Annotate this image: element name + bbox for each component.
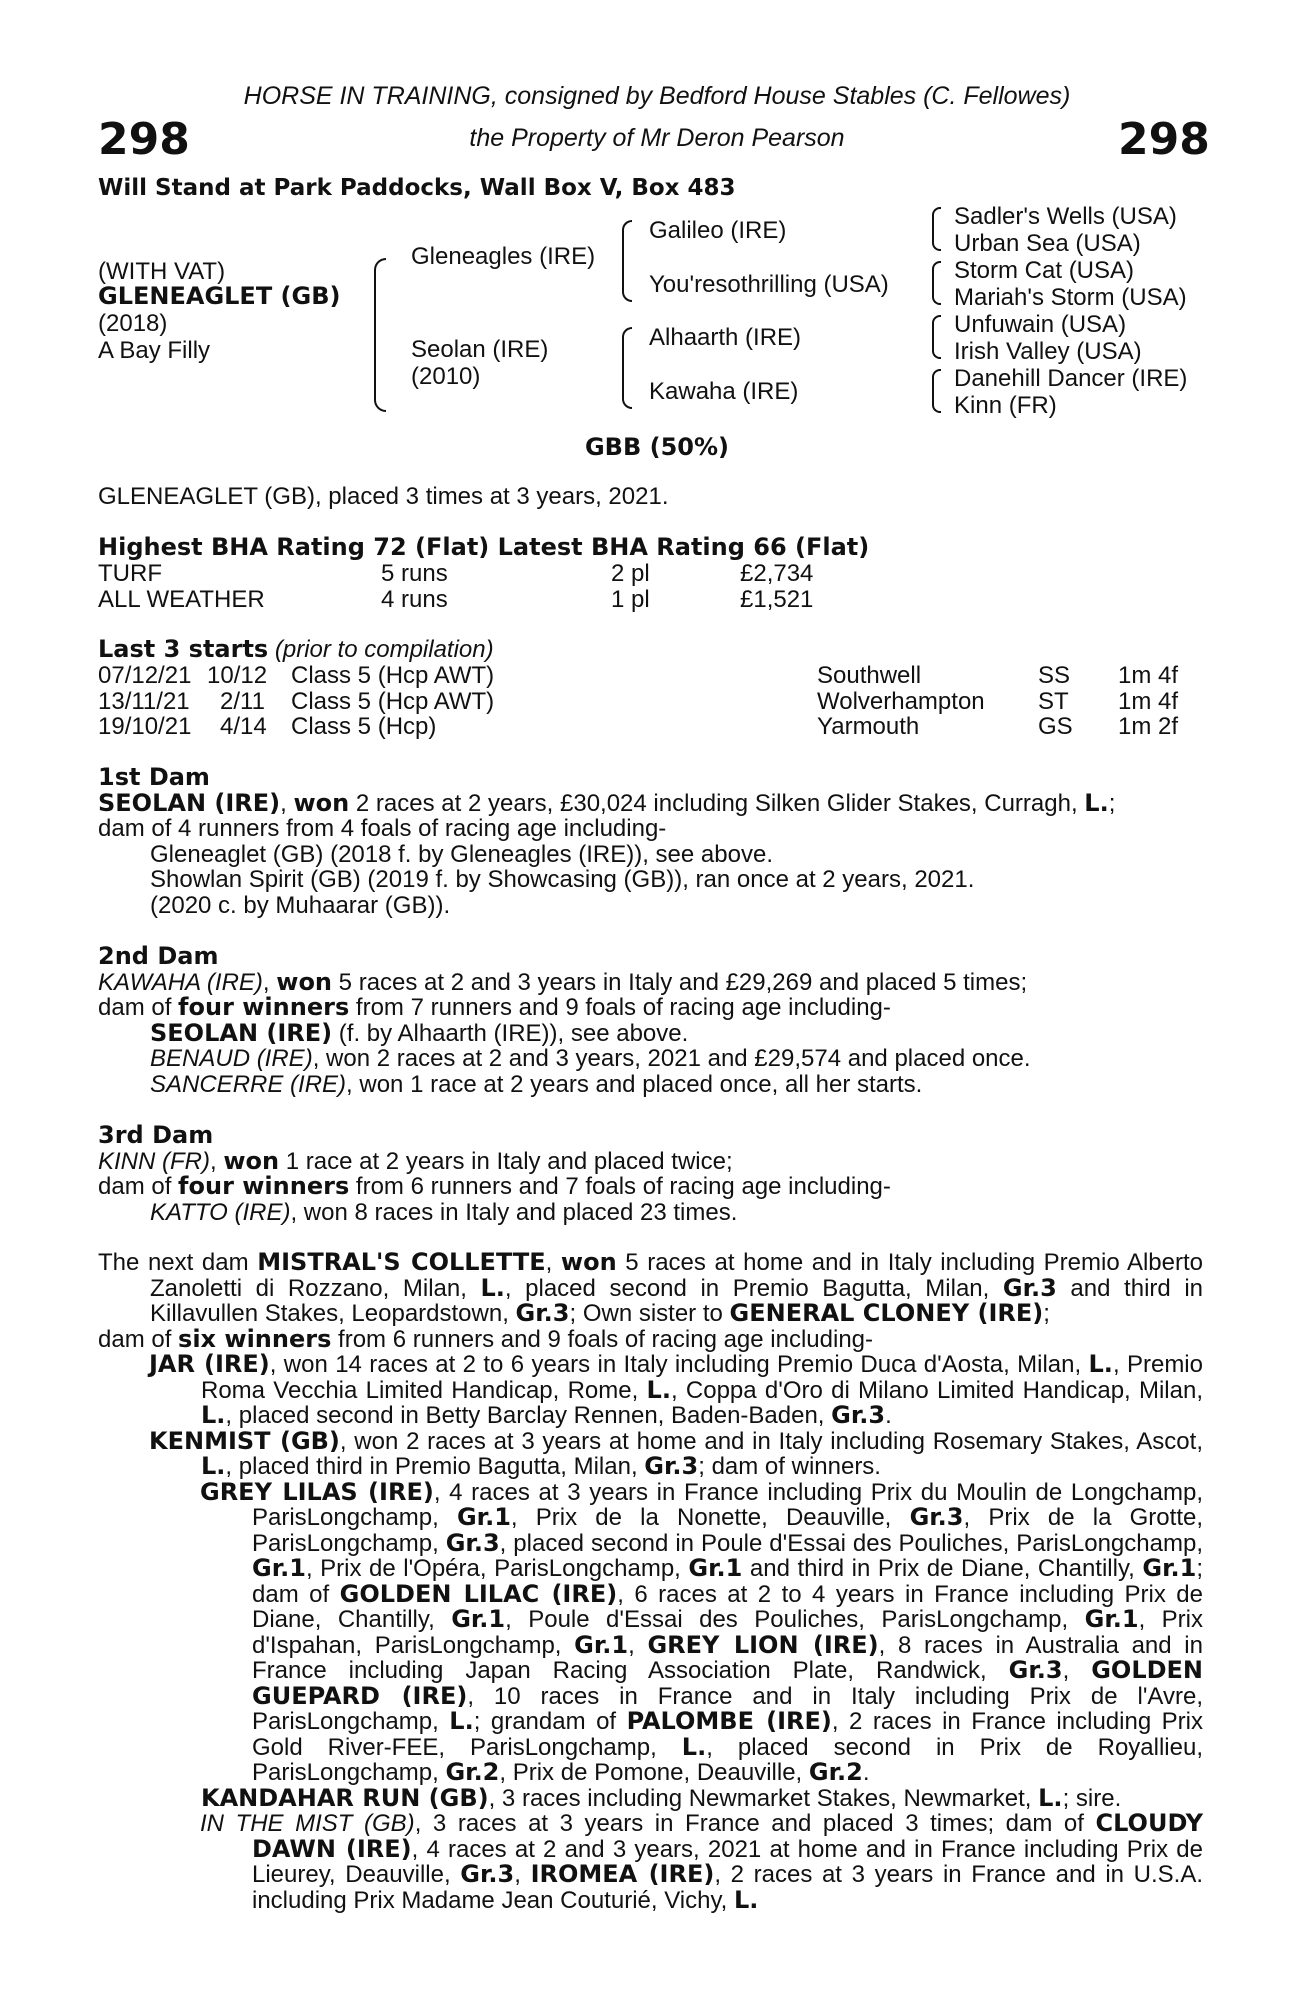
third-dam-record: KINN (FR), won 1 race at 2 years in Italy and placed twice;: [98, 1146, 733, 1175]
emphasis-text: Gr.1: [688, 1554, 743, 1582]
first-dam-produce: dam of 4 runners from 4 foals of racing age including-: [98, 815, 667, 842]
third-dam-text: 1 race at 2 years in Italy and placed twice;: [279, 1147, 733, 1175]
start-going: GS: [1038, 713, 1073, 740]
start-date: 07/12/21: [98, 662, 192, 689]
emphasis-text: L.: [201, 1401, 226, 1429]
third-dam-name: KINN (FR): [98, 1147, 210, 1175]
second-dam-produce: [98, 995, 1203, 1021]
start-course: Southwell: [817, 662, 922, 689]
start-position: 4/14: [220, 713, 267, 740]
stand-location: Will Stand at Park Paddocks, Wall Box V, Box 483: [98, 175, 736, 201]
progeny-item: (2020 c. by Muhaarar (GB)).: [150, 891, 451, 919]
start-going: SS: [1038, 662, 1071, 689]
runs: 5 runs: [381, 560, 448, 587]
emphasis-text: Gr.1: [451, 1605, 506, 1633]
dam-dam: Kawaha (IRE): [649, 378, 799, 405]
ped-dsd: Irish Valley (USA): [954, 338, 1142, 365]
next-dam-produce: dam of six winners from 6 runners and 9 foals of racing age including-: [98, 1324, 874, 1353]
emphasis-text: six winners: [178, 1324, 332, 1353]
emphasis-text: Gr.1: [1142, 1554, 1197, 1582]
dam-sire: Alhaarth (IRE): [649, 324, 802, 351]
start-distance: 1m 4f: [1118, 662, 1179, 689]
progeny-item: [98, 1018, 1203, 1047]
ped-sss: Sadler's Wells (USA): [954, 203, 1177, 230]
starts-table: [98, 663, 1203, 740]
progeny-text: , won 1 race at 2 years and placed once, all her starts.: [346, 1070, 923, 1098]
surface: ALL WEATHER: [98, 585, 265, 613]
first-dam-title: 1st Dam: [98, 763, 210, 791]
first-dam-text: 2 races at 2 years, £30,024 including Silken Glider Stakes, Curragh,: [349, 789, 1085, 817]
produce-text: from 6 runners and 7 foals of racing age including-: [349, 1173, 891, 1200]
start-class: Class 5 (Hcp): [291, 713, 437, 740]
listed-label: L.: [1084, 788, 1109, 817]
emphasis-text: IN THE MIST (GB): [200, 1810, 415, 1837]
start-row: [98, 689, 1203, 715]
emphasis-text: L.: [480, 1273, 505, 1302]
runs: 4 runs: [381, 585, 448, 613]
sire-dam: You'resothrilling (USA): [649, 271, 889, 298]
race-summary: GLENEAGLET (GB), placed 3 times at 3 years, 2021.: [98, 483, 669, 510]
first-dam-name: SEOLAN (IRE): [98, 788, 281, 817]
emphasis-text: L.: [1088, 1350, 1113, 1378]
bha-ratings: Highest BHA Rating 72 (Flat) Latest BHA Rating 66 (Flat): [98, 533, 870, 561]
start-course: Wolverhampton: [817, 687, 985, 715]
start-date: 13/11/21: [98, 687, 190, 715]
next-dam-section: [98, 1250, 1203, 1913]
ratings-table: [98, 561, 1203, 612]
second-dam-section: [98, 944, 1203, 1097]
emphasis-text: GREY LILAS (IRE): [200, 1477, 434, 1506]
start-position: 10/12: [207, 662, 268, 689]
emphasis-text: KENMIST (GB): [149, 1426, 340, 1455]
start-course: Yarmouth: [817, 713, 920, 740]
emphasis-text: Gr.3: [644, 1452, 699, 1480]
emphasis-text: MISTRAL'S COLLETTE: [257, 1248, 546, 1276]
progeny-item: Showlan Spirit (GB) (2019 f. by Showcasing (GB)), ran once at 2 years, 2021.: [150, 866, 975, 893]
next-dam-record: The next dam MISTRAL'S COLLETTE, won 5 races at home and in Italy including Premio Alberto Zanoletti di Rozzano, Milan, L., placed second in Premio Bagutta, Milan, Gr.3 and third in Killavullen Stakes, Leopardstown, Gr.3; Own sister to GENERAL CLONEY (IRE);: [98, 1248, 1204, 1327]
ped-dss: Unfuwain (USA): [954, 311, 1127, 338]
produce-text: from 7 runners and 9 foals of racing age including-: [349, 994, 891, 1021]
pedigree-brace-3d: [932, 369, 941, 413]
third-dam-produce: [98, 1174, 1203, 1200]
start-distance: 1m 4f: [1118, 687, 1179, 715]
punct: ;: [1108, 789, 1116, 817]
dam-of: dam of: [98, 994, 179, 1021]
emphasis-text: GOLDEN GUEPARD (IRE): [252, 1656, 1204, 1710]
starts-title: Last 3 starts: [98, 635, 269, 663]
dam-of: dam of: [98, 1173, 179, 1200]
sire-sire: Galileo (IRE): [649, 217, 787, 244]
emphasis-text: Gr.1: [574, 1630, 629, 1659]
start-date: 19/10/21: [98, 713, 192, 740]
starts-heading: [98, 637, 494, 663]
progeny-kandahar: KANDAHAR RUN (GB), 3 races including Newmarket Stakes, Newmarket, L.; sire.: [201, 1783, 1122, 1812]
emphasis-text: GOLDEN LILAC (IRE): [339, 1579, 618, 1608]
second-dam-title: 2nd Dam: [98, 942, 219, 970]
emphasis-text: Gr.2: [808, 1758, 863, 1786]
won-label: won: [223, 1146, 280, 1175]
start-class: Class 5 (Hcp AWT): [291, 662, 495, 689]
first-dam-record: SEOLAN (IRE), won 2 races at 2 years, £30,024 including Silken Glider Stakes, Curragh, L.;: [98, 788, 1116, 817]
vendor-line: the Property of Mr Deron Pearson: [469, 124, 845, 152]
third-dam-title: 3rd Dam: [98, 1121, 214, 1149]
progeny-jar: JAR (IRE), won 14 races at 2 to 6 years in Italy including Premio Duca d'Aosta, Milan, L., Premio Roma Vecchia Limited Handicap, Rome, L., Coppa d'Oro di Milano Limited Handicap, Milan, L., placed second in Betty Barclay Rennen, Baden-Baden, Gr.3.: [149, 1350, 1204, 1429]
emphasis-text: L.: [681, 1732, 707, 1761]
pedigree-brace-3c: [932, 315, 941, 359]
ped-dds: Danehill Dancer (IRE): [954, 365, 1188, 392]
third-dam-section: [98, 1123, 1203, 1225]
dam: Seolan (IRE): [411, 336, 549, 363]
start-row: [98, 663, 1203, 689]
ratings-row: [98, 587, 1203, 613]
progeny-name: KATTO (IRE): [150, 1198, 291, 1226]
progeny-text: , won 8 races in Italy and placed 23 times.: [290, 1198, 738, 1226]
progeny-text: , won 2 races at 2 and 3 years, 2021 and £29,574 and placed once.: [312, 1045, 1031, 1072]
surface: TURF: [98, 560, 162, 587]
progeny-text: (f. by Alhaarth (IRE)), see above.: [332, 1019, 689, 1047]
prize-money: £2,734: [740, 560, 814, 587]
ped-sds: Storm Cat (USA): [954, 257, 1135, 284]
emphasis-text: KANDAHAR RUN (GB): [201, 1783, 489, 1812]
lot-number-left: 298: [98, 114, 190, 165]
progeny-grey-lilas: GREY LILAS (IRE), 4 races at 3 years in France including Prix du Moulin de Longchamp, ParisLongchamp, Gr.1, Prix de la Nonette, Deauville, Gr.3, Prix de la Grotte, ParisLongchamp, Gr.3, placed second in Poule d'Essai des Pouliches, ParisLongchamp, Gr.1, Prix de l'Opéra, ParisLongchamp, Gr.1 and third in Prix de Diane, Chantilly, Gr.1; dam of GOLDEN LILAC (IRE), 6 races at 2 to 4 years in France including Prix de Diane, Chantilly, Gr.1, Poule d'Essai des Pouliches, ParisLongchamp, Gr.1, Prix d'Ispahan, ParisLongchamp, Gr.1, GREY LION (IRE), 8 races in Australia and in France including Japan Racing Association Plate, Randwick, Gr.3, GOLDEN GUEPARD (IRE), 10 races in France and in Italy including Prix de l'Avre, ParisLongchamp, L.; grandam of PALOMBE (IRE), 2 races in France including Prix Gold River-FEE, ParisLongchamp, L., placed second in Prix de Royallieu, ParisLongchamp, Gr.2, Prix de Pomone, Deauville, Gr.2.: [200, 1477, 1204, 1786]
emphasis-text: JAR (IRE): [149, 1350, 270, 1378]
emphasis-text: Gr.3: [831, 1401, 886, 1429]
emphasis-text: Gr.3: [460, 1860, 515, 1888]
won-label: won: [293, 788, 350, 817]
progeny-in-the-mist: IN THE MIST (GB), 3 races at 3 years in France and placed 3 times; dam of CLOUDY DAWN (IRE), 4 races at 2 and 3 years, 2021 at home and in France including Prix de Lieurey, Deauville, Gr.3, IROMEA (IRE), 2 races at 3 years in France and in U.S.A. including Prix Madame Jean Couturié, Vichy, L.: [200, 1809, 1204, 1914]
progeny-item: [98, 1046, 1203, 1072]
placings: 1 pl: [611, 585, 650, 613]
pedigree-brace-1: [374, 258, 386, 412]
second-dam-record: KAWAHA (IRE), won 5 races at 2 and 3 years in Italy and £29,269 and placed 5 times;: [98, 967, 1028, 996]
catalogue-header-line: HORSE IN TRAINING, consigned by Bedford House Stables (C. Fellowes): [243, 82, 1071, 110]
emphasis-text: IROMEA (IRE): [530, 1860, 715, 1888]
progeny-name: SEOLAN (IRE): [150, 1018, 333, 1047]
sire: Gleneagles (IRE): [411, 243, 596, 270]
emphasis-text: GREY LION (IRE): [647, 1630, 879, 1659]
emphasis-text: Gr.3: [909, 1503, 964, 1531]
progeny-name: BENAUD (IRE): [150, 1045, 313, 1072]
emphasis-text: L.: [201, 1452, 226, 1480]
ped-ddd: Kinn (FR): [954, 392, 1057, 419]
emphasis-text: PALOMBE (IRE): [626, 1707, 832, 1735]
emphasis-text: CLOUDY DAWN (IRE): [252, 1809, 1203, 1863]
pedigree-brace-3b: [932, 261, 941, 305]
prize-money: £1,521: [740, 585, 814, 613]
ped-sdd: Mariah's Storm (USA): [954, 284, 1187, 311]
pedigree-brace-2b: [622, 327, 632, 409]
winners-count: four winners: [178, 1172, 350, 1200]
start-position: 2/11: [220, 687, 265, 715]
start-going: ST: [1038, 687, 1069, 715]
emphasis-text: Gr.1: [1084, 1605, 1139, 1633]
emphasis-text: GENERAL CLONEY (IRE): [729, 1299, 1044, 1327]
foaling-year: (2018): [98, 310, 168, 337]
second-dam-text: 5 races at 2 and 3 years in Italy and £29,269 and placed 5 times;: [332, 968, 1028, 996]
dam-year: (2010): [411, 363, 481, 390]
horse-description: A Bay Filly: [98, 337, 211, 364]
emphasis-text: Gr.3: [445, 1528, 500, 1557]
progeny-item: Gleneaglet (GB) (2018 f. by Gleneagles (IRE)), see above.: [150, 840, 773, 868]
start-row: [98, 714, 1203, 740]
winners-count: four winners: [178, 993, 350, 1021]
starts-note: (prior to compilation): [274, 636, 494, 663]
vat-label: (WITH VAT): [98, 258, 226, 285]
ped-ssd: Urban Sea (USA): [954, 230, 1141, 257]
first-dam-section: [98, 765, 1203, 918]
inbreeding: GBB (50%): [584, 433, 730, 461]
progeny-name: SANCERRE (IRE): [150, 1070, 347, 1098]
pedigree-brace-3a: [932, 207, 941, 251]
emphasis-text: Gr.2: [445, 1758, 500, 1786]
placings: 2 pl: [611, 560, 650, 587]
emphasis-text: Gr.3: [1008, 1656, 1063, 1684]
emphasis-text: Gr.1: [252, 1554, 306, 1582]
ratings-row: [98, 561, 1203, 587]
lot-number-right: 298: [1118, 114, 1210, 165]
horse-name: GLENEAGLET (GB): [98, 282, 341, 310]
emphasis-text: L.: [734, 1885, 759, 1914]
progeny-kenmist: KENMIST (GB), won 2 races at 3 years at home and in Italy including Rosemary Stakes, Ascot, L., placed third in Premio Bagutta, Milan, Gr.3; dam of winners.: [149, 1426, 1203, 1480]
emphasis-text: Gr.3: [1002, 1273, 1057, 1302]
progeny-item: [98, 1200, 1203, 1226]
won-label: won: [276, 967, 333, 996]
emphasis-text: L.: [1038, 1783, 1063, 1812]
start-class: Class 5 (Hcp AWT): [291, 687, 495, 715]
emphasis-text: L.: [449, 1707, 474, 1735]
second-dam-name: KAWAHA (IRE): [98, 968, 263, 996]
emphasis-text: Gr.3: [515, 1299, 570, 1327]
emphasis-text: won: [560, 1248, 617, 1276]
pedigree-brace-2a: [622, 220, 632, 302]
emphasis-text: Gr.1: [456, 1503, 511, 1531]
emphasis-text: L.: [646, 1375, 671, 1404]
start-distance: 1m 2f: [1118, 713, 1179, 740]
progeny-item: [98, 1072, 1203, 1098]
